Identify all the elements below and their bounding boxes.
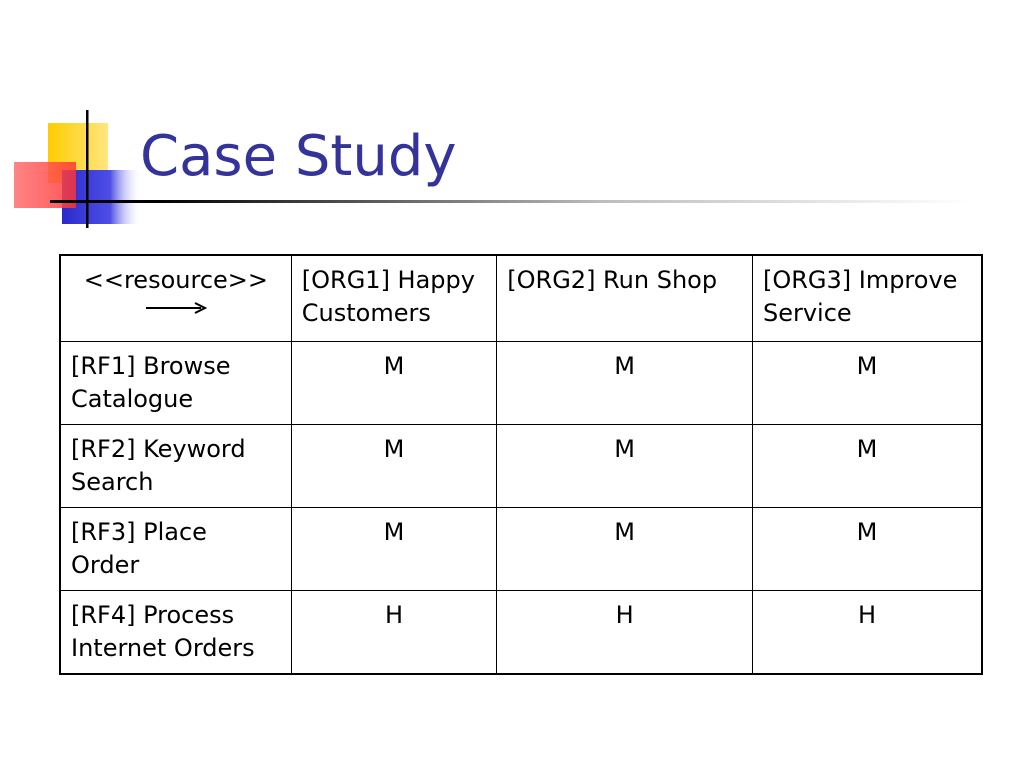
table-cell: M bbox=[497, 342, 753, 425]
decorative-squares-graphic bbox=[0, 100, 150, 240]
column-header-org1: [ORG1] Happy Customers bbox=[291, 255, 497, 342]
resource-matrix-table bbox=[59, 254, 983, 675]
corner-cell bbox=[60, 255, 291, 342]
column-header-org3: [ORG3] Improve Service bbox=[752, 255, 982, 342]
table-cell: M bbox=[752, 508, 982, 591]
corner-label: <<resource>> bbox=[83, 266, 268, 294]
table-row bbox=[60, 508, 982, 591]
row-label: [RF4] Process Internet Orders bbox=[60, 591, 291, 675]
table-cell: M bbox=[497, 425, 753, 508]
slide-title: Case Study bbox=[140, 124, 457, 189]
table-cell: M bbox=[291, 425, 497, 508]
table-row bbox=[60, 425, 982, 508]
table-cell: M bbox=[291, 342, 497, 425]
table-row bbox=[60, 342, 982, 425]
table-cell: H bbox=[291, 591, 497, 675]
table-row bbox=[60, 591, 982, 675]
table-header-row bbox=[60, 255, 982, 342]
column-header-org2: [ORG2] Run Shop bbox=[497, 255, 753, 342]
title-divider bbox=[50, 200, 970, 203]
row-label: [RF2] Keyword Search bbox=[60, 425, 291, 508]
row-label: [RF1] Browse Catalogue bbox=[60, 342, 291, 425]
table-cell: M bbox=[291, 508, 497, 591]
row-label: [RF3] Place Order bbox=[60, 508, 291, 591]
table-cell: M bbox=[497, 508, 753, 591]
table-cell: H bbox=[497, 591, 753, 675]
table-cell: M bbox=[752, 425, 982, 508]
table-cell: H bbox=[752, 591, 982, 675]
table-cell: M bbox=[752, 342, 982, 425]
right-arrow-icon bbox=[145, 301, 207, 315]
